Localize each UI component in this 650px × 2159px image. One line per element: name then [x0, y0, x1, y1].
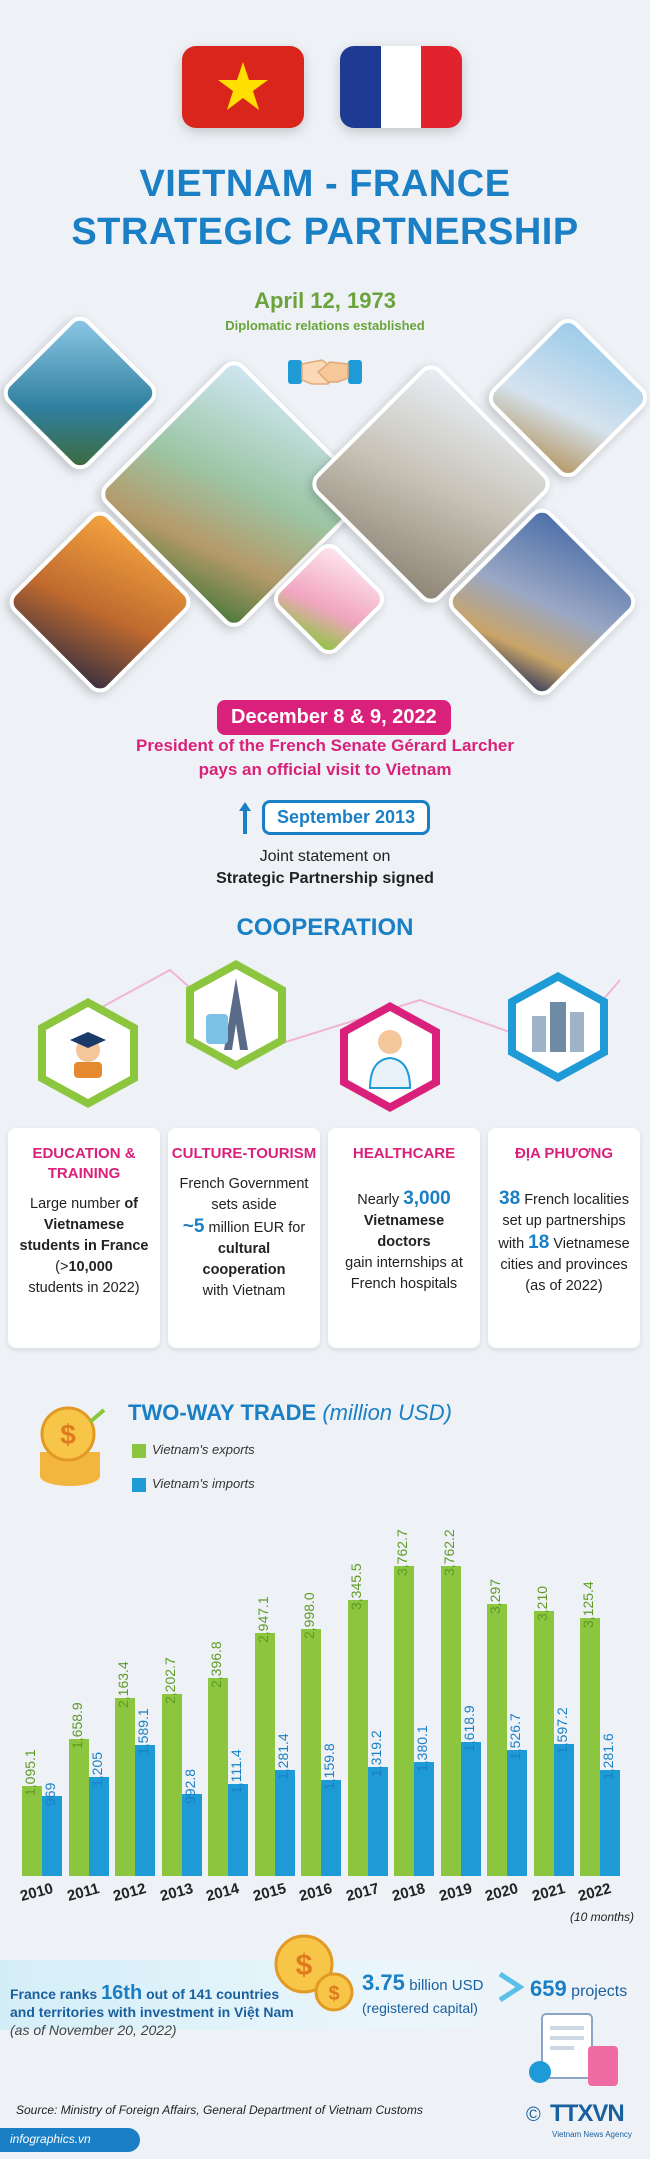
milestone-2022-text: President of the French Senate Gérard Larcher pays an official visit to Vietnam	[136, 736, 514, 779]
import-bar	[42, 1796, 62, 1876]
milestone-date-2022: December 8 & 9, 2022	[217, 700, 451, 735]
export-bar	[394, 1566, 414, 1876]
export-value-label: 2,396.8	[208, 1641, 224, 1689]
ttxvn-logo: © TTXVN Vietnam News Agency	[526, 2100, 632, 2139]
card-body: Large number of Vietnamese students in France (>10,000 students in 2022)	[19, 1196, 149, 1296]
import-bar	[275, 1770, 295, 1876]
import-bar	[228, 1784, 248, 1876]
import-bar	[554, 1744, 574, 1876]
year-tick-label: 2020	[483, 1879, 521, 1906]
import-value-label: 969	[42, 1782, 58, 1807]
export-bar	[208, 1678, 228, 1876]
import-bar	[507, 1750, 527, 1876]
legend-imports-label: Vietnam's imports	[152, 1476, 255, 1491]
card-body: French Government sets aside ~5 million EUR for cultural cooperation with Vietnam	[179, 1176, 309, 1299]
handshake-icon	[288, 350, 362, 396]
card-body: 38 French localities set up partnerships with 18 Vietnamese cities and provinces (as of 2022)	[498, 1188, 630, 1294]
card-heading: EDUCATION & TRAINING	[32, 1145, 136, 1182]
import-value-label: 1,159.8	[321, 1743, 337, 1791]
export-value-label: 3,297	[487, 1578, 503, 1614]
export-value-label: 3,345.5	[347, 1563, 364, 1610]
import-bar	[368, 1767, 388, 1876]
export-value-label: 3,762.2	[440, 1528, 457, 1576]
card-heading: CULTURE-TOURISM	[171, 1145, 317, 1162]
export-value-label: 3,762.7	[394, 1528, 410, 1576]
healthcare-card	[328, 1128, 480, 1348]
milestone-2013-text: Joint statement on Strategic Partnership signed	[216, 848, 434, 887]
export-value-label: 3,125.4	[580, 1581, 596, 1629]
trade-title: TWO-WAY TRADE (million USD)	[128, 1400, 452, 1425]
import-bar	[182, 1794, 202, 1876]
year-tick-label: 2015	[250, 1879, 288, 1906]
vietnam-flag	[182, 46, 304, 128]
export-bar	[301, 1629, 321, 1876]
import-value-label: 1,319.2	[367, 1730, 384, 1778]
year-tick-label: 2018	[390, 1879, 428, 1906]
capital-figure: 3.75 billion USD (registered capital)	[362, 1970, 484, 2016]
relations-caption: Diplomatic relations established	[225, 318, 425, 333]
year-tick-label: 2011	[64, 1880, 101, 1905]
card-heading: HEALTHCARE	[352, 1145, 456, 1162]
site-badge: infographics.vn	[0, 2128, 140, 2152]
import-bar	[600, 1770, 620, 1876]
export-value-label: 3,210	[533, 1586, 550, 1622]
education-card	[8, 1128, 160, 1348]
import-value-label: 1,281.4	[274, 1733, 291, 1781]
note-10-months: (10 months)	[570, 1910, 635, 1924]
investment-rank-text: France ranks 16th out of 141 countries and territories with investment in Việt Nam (as of November 20, 2022)	[10, 1982, 294, 2038]
export-bar	[255, 1633, 275, 1876]
card-body: Nearly 3,000 Vietnamese doctors gain internships at French hospitals	[345, 1188, 463, 1292]
year-tick-label: 2014	[204, 1879, 242, 1906]
chevron-right-icon	[496, 1972, 524, 2002]
export-value-label: 1,658.9	[68, 1702, 85, 1750]
export-value-label: 2,998.0	[301, 1591, 317, 1639]
export-bar	[348, 1600, 368, 1876]
export-value-label: 2,947.1	[254, 1596, 271, 1643]
arrow-up-icon	[238, 800, 252, 836]
import-bar	[414, 1762, 434, 1876]
import-bar	[321, 1780, 341, 1876]
export-bar	[69, 1739, 89, 1876]
relations-date: April 12, 1973	[254, 288, 396, 313]
trade-bar-chart	[18, 1480, 638, 1906]
import-value-label: 1,281.6	[600, 1733, 616, 1781]
import-bar	[461, 1742, 481, 1876]
import-value-label: 1,526.7	[507, 1713, 523, 1761]
import-value-label: 1,205	[88, 1751, 105, 1787]
localities-card	[488, 1128, 640, 1348]
export-bar	[487, 1604, 507, 1876]
import-value-label: 1,589.1	[135, 1708, 151, 1755]
year-tick-label: 2021	[529, 1879, 567, 1906]
projects-figure: 659 projects	[530, 1976, 628, 2001]
milestone-date-2013: September 2013	[262, 800, 430, 835]
year-tick-label: 2010	[18, 1879, 56, 1906]
documents-calculator-icon	[528, 2010, 628, 2090]
year-tick-label: 2022	[576, 1879, 614, 1906]
culture-tourism-card	[168, 1128, 320, 1348]
export-value-label: 2,163.4	[115, 1660, 131, 1708]
france-flag	[340, 46, 462, 128]
export-value-label: 1,095.1	[22, 1748, 38, 1796]
import-value-label: 1,618.9	[460, 1705, 477, 1753]
import-value-label: 1,111.4	[228, 1749, 244, 1795]
export-bar	[534, 1611, 554, 1876]
gold-coins-icon	[268, 1930, 358, 2020]
import-value-label: 1,597.2	[553, 1707, 570, 1755]
cooperation-title: COOPERATION	[236, 914, 414, 941]
export-value-label: 2,202.7	[161, 1657, 178, 1705]
year-tick-label: 2016	[297, 1879, 335, 1906]
source-text: Source: Ministry of Foreign Affairs, General Department of Vietnam Customs	[16, 2103, 423, 2117]
svg-text:$: $	[295, 1949, 313, 1982]
year-tick-label: 2019	[436, 1879, 474, 1906]
page-title: VIETNAM - FRANCE STRATEGIC PARTNERSHIP	[71, 163, 579, 253]
svg-text:$: $	[328, 1983, 340, 2005]
year-tick-label: 2017	[343, 1879, 381, 1906]
export-bar	[22, 1786, 42, 1876]
legend-exports-label: Vietnam's exports	[152, 1442, 255, 1457]
year-tick-label: 2012	[111, 1879, 149, 1906]
import-value-label: 1,380.1	[414, 1725, 430, 1773]
export-bar	[441, 1566, 461, 1876]
card-heading: ĐỊA PHƯƠNG	[514, 1145, 614, 1162]
import-bar	[89, 1777, 109, 1876]
import-bar	[135, 1745, 155, 1876]
year-tick-label: 2013	[157, 1879, 195, 1906]
export-bar	[162, 1694, 182, 1876]
export-bar	[115, 1698, 135, 1876]
import-value-label: 992.8	[181, 1769, 198, 1805]
export-bar	[580, 1618, 600, 1876]
legend-exports-swatch	[132, 1444, 146, 1458]
money-coin-icon	[30, 1400, 110, 1490]
svg-text:$: $	[60, 1419, 76, 1450]
